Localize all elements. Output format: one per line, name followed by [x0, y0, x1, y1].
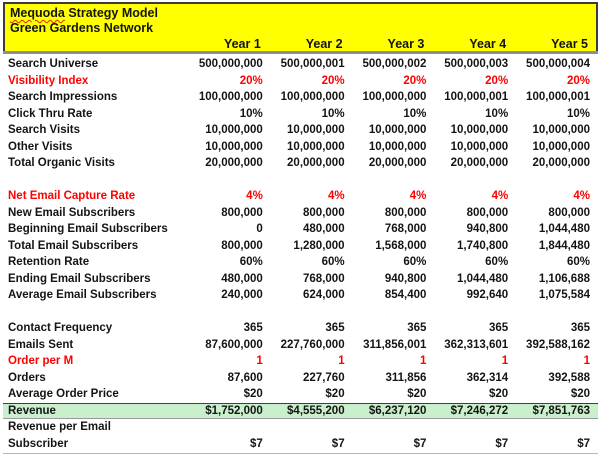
cell-year-5[interactable]: 60% [566, 256, 590, 268]
cell-year-4[interactable]: 992,640 [466, 289, 509, 301]
cell-year-5[interactable]: $20 [570, 388, 590, 400]
table-row [3, 419, 598, 436]
title-misspelled-word: Mequoda [10, 6, 65, 20]
spacer-row [3, 304, 598, 321]
cell-year-5[interactable]: 10% [566, 107, 590, 120]
cell-year-5[interactable]: 1,075,584 [538, 289, 590, 301]
row-label[interactable]: Contact Frequency [8, 322, 113, 334]
cell-year-1[interactable]: 0 [256, 223, 263, 235]
cell-year-4[interactable]: 60% [485, 256, 509, 268]
cell-year-1[interactable]: 365 [243, 322, 263, 334]
spacer-row [3, 172, 598, 189]
cell-year-5[interactable]: 1,844,480 [538, 239, 590, 252]
cell-year-2[interactable]: 227,760,000 [280, 338, 345, 351]
cell-year-5[interactable]: 10,000,000 [532, 140, 590, 153]
table-row [3, 320, 598, 337]
row-label[interactable]: Revenue per Email [8, 421, 111, 433]
cell-year-5[interactable]: 1,044,480 [538, 223, 590, 235]
table-row [3, 139, 598, 156]
table-row [3, 403, 598, 420]
cell-year-3[interactable]: 940,800 [384, 272, 427, 285]
cell-year-5[interactable]: 10,000,000 [532, 124, 590, 136]
cell-year-1[interactable]: 60% [239, 256, 263, 268]
cell-year-2[interactable]: 100,000,000 [280, 91, 345, 103]
cell-year-4[interactable]: 100,000,001 [444, 91, 509, 103]
cell-year-5 [516, 419, 598, 436]
cell-year-4[interactable]: 362,313,601 [444, 338, 509, 351]
table-row [3, 56, 598, 73]
cell-year-1[interactable]: 480,000 [221, 272, 263, 285]
title-rest: Strategy Model [68, 6, 158, 20]
cell-year-1 [189, 304, 271, 321]
cell-year-4[interactable]: $20 [489, 388, 509, 400]
row-label[interactable]: Average Email Subscribers [8, 289, 157, 301]
bottom-border-line [3, 453, 598, 454]
table-row [3, 254, 598, 271]
cell-year-2 [271, 304, 353, 321]
network-subtitle: Green Gardens Network [10, 21, 154, 35]
cell-year-4[interactable]: 10,000,000 [450, 140, 509, 153]
table-row [3, 155, 598, 172]
cell-year-3[interactable]: 500,000,002 [362, 58, 427, 70]
cell-year-2[interactable]: $20 [325, 388, 345, 400]
cell-year-4[interactable]: 940,800 [466, 223, 509, 235]
cell-year-2[interactable]: 365 [325, 322, 345, 334]
cell-year-3 [353, 304, 435, 321]
cell-year-2[interactable]: 800,000 [303, 206, 345, 219]
table-row [3, 238, 598, 255]
cell-year-3 [353, 419, 435, 436]
cell-year-1[interactable]: $1,752,000 [205, 404, 263, 417]
cell-year-3[interactable]: 20% [403, 74, 427, 87]
cell-year-3 [353, 172, 435, 189]
cell-year-3[interactable]: 10,000,000 [368, 140, 427, 153]
cell-year-1[interactable]: 800,000 [221, 206, 263, 219]
column-header-year-4[interactable]: Year 4 [469, 37, 507, 51]
cell-year-2[interactable]: 20% [321, 74, 345, 87]
row-label [3, 172, 189, 189]
cell-year-2[interactable]: 20,000,000 [287, 157, 345, 169]
cell-year-4[interactable]: 10% [485, 107, 509, 120]
cell-year-4[interactable]: 1,044,480 [457, 272, 509, 285]
cell-year-3[interactable]: 20,000,000 [368, 157, 427, 169]
cell-year-3[interactable]: 1 [419, 355, 427, 367]
cell-year-3[interactable]: $7 [413, 437, 427, 450]
cell-year-1[interactable]: 10,000,000 [205, 124, 263, 136]
table-row [3, 353, 598, 370]
cell-year-1[interactable]: 1 [256, 355, 263, 367]
cell-year-3[interactable]: $6,237,120 [368, 404, 427, 417]
table-row [3, 287, 598, 304]
cell-year-3[interactable]: 100,000,000 [362, 91, 427, 103]
cell-year-2[interactable]: 60% [321, 256, 345, 268]
cell-year-5[interactable]: 365 [570, 322, 590, 334]
spreadsheet-sheet [3, 2, 598, 454]
model-title [5, 4, 596, 21]
cell-year-1[interactable]: 10% [239, 107, 263, 120]
table-row [3, 188, 598, 205]
cell-year-1[interactable]: 20% [239, 74, 263, 87]
row-label[interactable]: Search Impressions [8, 91, 118, 103]
row-label[interactable]: Order per M [8, 355, 74, 367]
table-row [3, 221, 598, 238]
cell-year-2[interactable]: 768,000 [303, 272, 345, 285]
cell-year-3[interactable]: 1,568,000 [375, 239, 427, 252]
cell-year-1[interactable]: 240,000 [221, 289, 263, 301]
cell-year-5[interactable]: 4% [573, 190, 590, 202]
cell-year-4[interactable]: 4% [491, 190, 509, 202]
cell-year-1 [189, 419, 271, 436]
cell-year-2[interactable]: 10% [321, 107, 345, 120]
row-label[interactable]: Average Order Price [8, 388, 119, 400]
cell-year-3[interactable]: $20 [407, 388, 427, 400]
cell-year-2[interactable]: 500,000,001 [280, 58, 345, 70]
table-row [3, 370, 598, 387]
cell-year-5[interactable]: 500,000,004 [526, 58, 590, 70]
table-row [3, 436, 598, 453]
table-row [3, 337, 598, 354]
cell-year-2[interactable]: 10,000,000 [287, 124, 345, 136]
row-label[interactable]: Search Visits [8, 124, 81, 136]
row-label[interactable]: Revenue [8, 404, 56, 417]
cell-year-5[interactable]: 20,000,000 [532, 157, 590, 169]
cell-year-1[interactable]: 500,000,000 [198, 58, 263, 70]
cell-year-4 [434, 304, 516, 321]
cell-year-5[interactable]: 800,000 [548, 206, 590, 219]
cell-year-2[interactable]: 4% [327, 190, 345, 202]
row-label[interactable]: New Email Subscribers [8, 206, 136, 219]
cell-year-5[interactable]: $7,851,763 [532, 404, 590, 417]
column-header-year-2[interactable]: Year 2 [305, 37, 343, 51]
cell-year-1[interactable]: 100,000,000 [198, 91, 263, 103]
corner-cell [5, 37, 187, 52]
cell-year-5[interactable]: 392,588 [548, 371, 590, 384]
row-label[interactable]: Total Email Subscribers [8, 239, 139, 252]
cell-year-2[interactable]: 624,000 [303, 289, 345, 301]
cell-year-1[interactable]: $20 [243, 388, 263, 400]
cell-year-5[interactable]: $7 [577, 437, 590, 450]
cell-year-1[interactable]: 87,600,000 [205, 338, 263, 351]
cell-year-2[interactable]: $4,555,200 [287, 404, 345, 417]
cell-year-5[interactable]: 20% [566, 74, 590, 87]
cell-year-2 [271, 419, 353, 436]
cell-year-2[interactable]: 10,000,000 [287, 140, 345, 153]
cell-year-4[interactable]: 362,314 [466, 371, 509, 384]
table-row [3, 73, 598, 90]
cell-year-1 [189, 172, 271, 189]
cell-year-3[interactable]: 311,856,001 [363, 338, 427, 351]
row-label[interactable]: Total Organic Visits [8, 157, 115, 169]
cell-year-2 [271, 172, 353, 189]
header-band [3, 2, 598, 51]
cell-year-3[interactable]: 10% [403, 107, 427, 120]
row-label[interactable]: Net Email Capture Rate [8, 190, 136, 202]
cell-year-3[interactable]: 60% [403, 256, 427, 268]
cell-year-4[interactable]: 20% [485, 74, 509, 87]
column-header-year-1[interactable]: Year 1 [223, 37, 261, 51]
row-label[interactable]: Ending Email Subscribers [8, 272, 151, 285]
cell-year-3[interactable]: 365 [407, 322, 427, 334]
cell-year-1[interactable]: 87,600 [227, 371, 263, 384]
cell-year-1[interactable]: 10,000,000 [205, 140, 263, 153]
row-label[interactable]: Beginning Email Subscribers [8, 223, 168, 235]
cell-year-2[interactable]: $7 [331, 437, 345, 450]
cell-year-1[interactable]: 800,000 [221, 239, 263, 252]
cell-year-4[interactable]: 500,000,003 [444, 58, 509, 70]
table-row [3, 271, 598, 288]
cell-year-2[interactable]: 1,280,000 [293, 239, 345, 252]
cell-year-5[interactable]: 1,106,688 [538, 272, 590, 285]
row-label[interactable]: Other Visits [8, 140, 73, 153]
cell-year-5 [516, 304, 598, 321]
cell-year-3[interactable]: 10,000,000 [368, 124, 427, 136]
cell-year-5[interactable]: 392,588,162 [526, 338, 590, 351]
column-header-row [5, 37, 596, 52]
cell-year-3[interactable]: 311,856 [385, 371, 427, 384]
cell-year-4[interactable]: $7 [495, 437, 509, 450]
table-row [3, 386, 598, 403]
row-label[interactable]: Retention Rate [8, 256, 90, 268]
column-header-year-3[interactable]: Year 3 [387, 37, 425, 51]
cell-year-3[interactable]: 768,000 [384, 223, 427, 235]
cell-year-3[interactable]: 4% [409, 190, 427, 202]
row-label[interactable]: Orders [8, 371, 46, 384]
cell-year-4 [434, 419, 516, 436]
cell-year-4[interactable]: 800,000 [466, 206, 509, 219]
row-label[interactable]: Emails Sent [8, 338, 74, 351]
cell-year-3[interactable]: 854,400 [384, 289, 427, 301]
row-label[interactable]: Search Universe [8, 58, 99, 70]
cell-year-5[interactable]: 100,000,001 [526, 91, 590, 103]
cell-year-4[interactable]: $7,246,272 [450, 404, 509, 417]
cell-year-2[interactable]: 227,760 [303, 371, 345, 384]
cell-year-1[interactable]: 4% [246, 190, 263, 202]
cell-year-3[interactable]: 800,000 [384, 206, 427, 219]
cell-year-2[interactable]: 480,000 [303, 223, 345, 235]
row-label[interactable]: Subscriber [8, 437, 69, 450]
table-row [3, 89, 598, 106]
table-row [3, 122, 598, 139]
cell-year-5 [516, 172, 598, 189]
table-row [3, 106, 598, 123]
column-header-year-5[interactable]: Year 5 [551, 37, 588, 51]
row-label [3, 304, 189, 321]
cell-year-1[interactable]: 20,000,000 [205, 157, 263, 169]
cell-year-4 [434, 172, 516, 189]
table-body [3, 56, 598, 452]
row-label[interactable]: Click Thru Rate [8, 107, 93, 120]
cell-year-4[interactable]: 365 [489, 322, 509, 334]
row-label[interactable]: Visibility Index [8, 74, 89, 87]
cell-year-4[interactable]: 1,740,800 [457, 239, 509, 252]
cell-year-4[interactable]: 1 [501, 355, 509, 367]
cell-year-5[interactable]: 1 [583, 355, 590, 367]
cell-year-2[interactable]: 1 [338, 355, 345, 367]
cell-year-1[interactable]: $7 [250, 437, 263, 450]
cell-year-4[interactable]: 20,000,000 [450, 157, 509, 169]
cell-year-4[interactable]: 10,000,000 [450, 124, 509, 136]
table-row [3, 205, 598, 222]
